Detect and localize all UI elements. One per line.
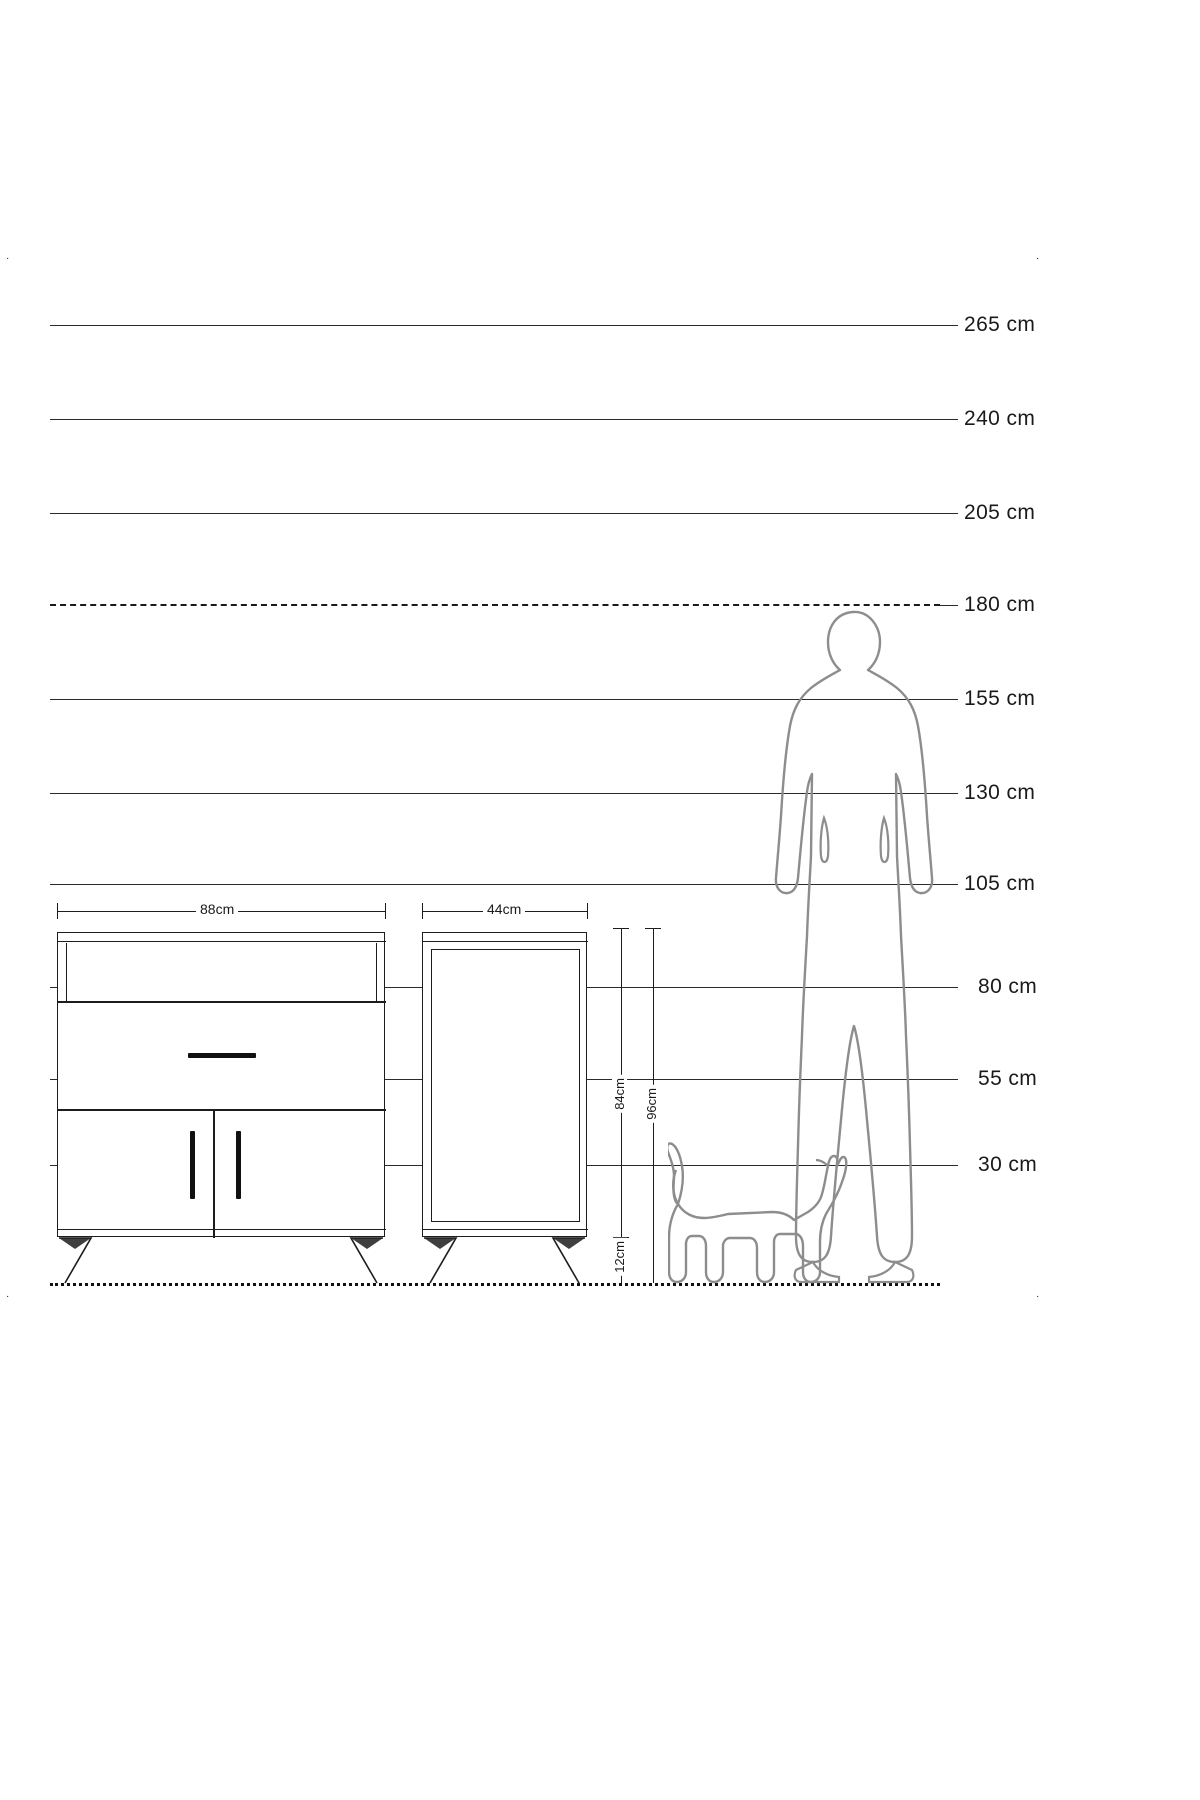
dimension-end-44-right	[587, 903, 588, 919]
scale-label-30: 30 cm	[978, 1153, 1038, 1176]
sideboard-shelf-divider	[58, 1001, 386, 1003]
scale-label-55: 55 cm	[978, 1067, 1038, 1090]
dimension-end-96-top	[645, 928, 661, 929]
sideboard-top-edge	[58, 941, 386, 942]
scale-tick-265	[940, 325, 958, 326]
dimension-label-12: 12cm	[612, 1238, 627, 1276]
scale-label-80: 80 cm	[978, 975, 1038, 998]
scale-rule-240	[50, 419, 940, 420]
sideboard-base-edge	[58, 1229, 386, 1230]
sideboard-niche-left	[66, 943, 67, 1001]
scale-rule-265	[50, 325, 940, 326]
scale-label-180: 180 cm	[964, 593, 1036, 616]
dimension-end-88-right	[385, 903, 386, 919]
tall-cabinet-leg-right	[547, 1237, 587, 1285]
drawer-handle[interactable]	[188, 1053, 256, 1058]
scale-label-240: 240 cm	[964, 407, 1036, 430]
cabinet-door-bottom-edge	[431, 1221, 580, 1222]
sideboard-leg-right	[345, 1237, 385, 1285]
tall-cabinet-leg-left	[422, 1237, 462, 1285]
cat-silhouette	[668, 1142, 868, 1288]
tall-cabinet-body[interactable]	[422, 932, 587, 1237]
scale-label-130: 130 cm	[964, 781, 1036, 804]
corner-tick-bottom-right: ·	[1036, 1291, 1040, 1302]
dimension-end-44-left	[422, 903, 423, 919]
cabinet-top-edge	[423, 941, 588, 942]
right-door-handle[interactable]	[236, 1131, 241, 1199]
scale-label-155: 155 cm	[964, 687, 1036, 710]
scale-label-105: 105 cm	[964, 872, 1036, 895]
left-door-handle[interactable]	[190, 1131, 195, 1199]
corner-tick-top-right: ·	[1036, 253, 1040, 264]
cabinet-door-right-edge	[579, 949, 580, 1221]
scale-tick-240	[940, 419, 958, 420]
dimension-end-84-top	[613, 928, 629, 929]
dimension-label-96: 96cm	[644, 1085, 659, 1123]
corner-tick-bottom-left: ·	[6, 1291, 10, 1302]
dimension-label-44: 44cm	[483, 901, 525, 917]
sideboard-niche-right	[376, 943, 377, 1001]
scale-rule-205	[50, 513, 940, 514]
cabinet-door-left-edge	[431, 949, 432, 1221]
scale-tick-205	[940, 513, 958, 514]
sideboard-drawer-divider	[58, 1109, 386, 1111]
dimension-end-88-left	[57, 903, 58, 919]
corner-tick-top-left: ·	[6, 253, 10, 264]
sideboard-body[interactable]	[57, 932, 385, 1237]
dimension-label-88: 88cm	[196, 901, 238, 917]
cabinet-door-top-edge	[431, 949, 580, 950]
scale-label-205: 205 cm	[964, 501, 1036, 524]
sideboard-door-divider	[213, 1109, 215, 1238]
scale-label-265: 265 cm	[964, 313, 1036, 336]
cabinet-base-edge	[423, 1229, 588, 1230]
dimension-label-84: 84cm	[612, 1075, 627, 1113]
sideboard-leg-left	[57, 1237, 97, 1285]
